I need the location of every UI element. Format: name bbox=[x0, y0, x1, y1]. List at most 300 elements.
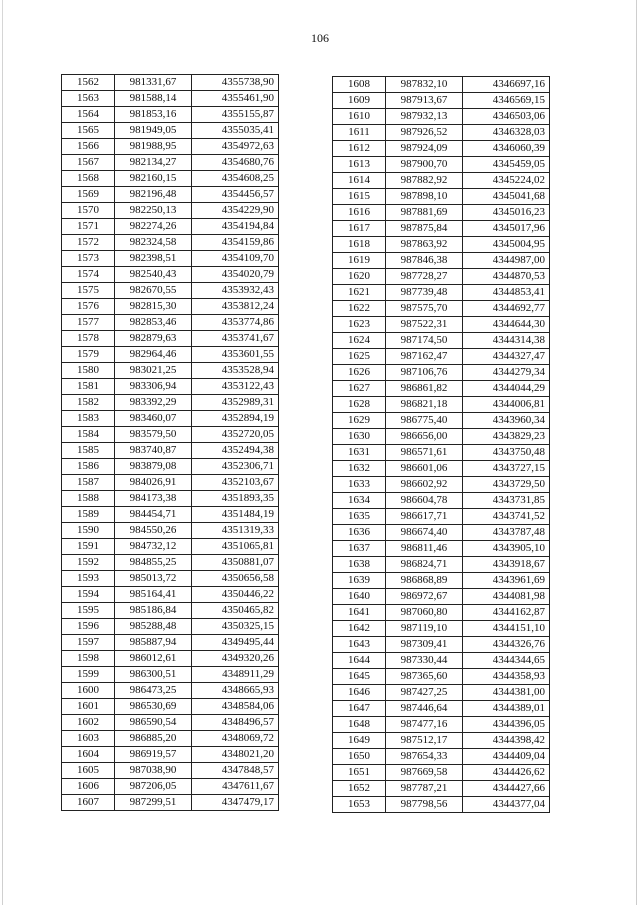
table-row bbox=[62, 267, 279, 283]
x-coordinate-cell: 987060,80 bbox=[386, 605, 463, 621]
table-row bbox=[333, 477, 550, 493]
x-coordinate-cell: 987119,10 bbox=[386, 621, 463, 637]
y-coordinate-cell: 4351319,33 bbox=[192, 523, 279, 539]
point-number-cell: 1574 bbox=[62, 267, 115, 283]
table-row bbox=[333, 269, 550, 285]
point-number-cell: 1599 bbox=[62, 667, 115, 683]
scan-edge-right bbox=[636, 0, 637, 905]
y-coordinate-cell: 4352720,05 bbox=[192, 427, 279, 443]
y-coordinate-cell: 4344377,04 bbox=[463, 797, 550, 813]
table-row bbox=[62, 539, 279, 555]
x-coordinate-cell: 987728,27 bbox=[386, 269, 463, 285]
point-number-cell: 1597 bbox=[62, 635, 115, 651]
table-row bbox=[333, 701, 550, 717]
x-coordinate-cell: 983392,29 bbox=[115, 395, 192, 411]
point-number-cell: 1629 bbox=[333, 413, 386, 429]
x-coordinate-cell: 982324,58 bbox=[115, 235, 192, 251]
x-coordinate-cell: 987365,60 bbox=[386, 669, 463, 685]
table-row bbox=[62, 315, 279, 331]
table-row bbox=[333, 605, 550, 621]
y-coordinate-cell: 4352989,31 bbox=[192, 395, 279, 411]
x-coordinate-cell: 984732,12 bbox=[115, 539, 192, 555]
table-row bbox=[62, 635, 279, 651]
x-coordinate-cell: 986590,54 bbox=[115, 715, 192, 731]
y-coordinate-cell: 4354608,25 bbox=[192, 171, 279, 187]
coordinates-table-right bbox=[332, 76, 550, 813]
point-number-cell: 1587 bbox=[62, 475, 115, 491]
x-coordinate-cell: 984026,91 bbox=[115, 475, 192, 491]
point-number-cell: 1624 bbox=[333, 333, 386, 349]
y-coordinate-cell: 4344692,77 bbox=[463, 301, 550, 317]
point-number-cell: 1598 bbox=[62, 651, 115, 667]
x-coordinate-cell: 987446,64 bbox=[386, 701, 463, 717]
x-coordinate-cell: 987913,67 bbox=[386, 93, 463, 109]
x-coordinate-cell: 982274,26 bbox=[115, 219, 192, 235]
x-coordinate-cell: 984454,71 bbox=[115, 507, 192, 523]
y-coordinate-cell: 4354972,63 bbox=[192, 139, 279, 155]
y-coordinate-cell: 4349320,26 bbox=[192, 651, 279, 667]
table-row bbox=[62, 795, 279, 811]
y-coordinate-cell: 4350656,58 bbox=[192, 571, 279, 587]
table-row bbox=[333, 301, 550, 317]
table-row bbox=[62, 715, 279, 731]
coordinates-table-left bbox=[61, 74, 279, 811]
point-number-cell: 1632 bbox=[333, 461, 386, 477]
point-number-cell: 1575 bbox=[62, 283, 115, 299]
y-coordinate-cell: 4354159,86 bbox=[192, 235, 279, 251]
point-number-cell: 1577 bbox=[62, 315, 115, 331]
table-row bbox=[333, 253, 550, 269]
table-row bbox=[62, 523, 279, 539]
y-coordinate-cell: 4344853,41 bbox=[463, 285, 550, 301]
x-coordinate-cell: 981949,05 bbox=[115, 123, 192, 139]
y-coordinate-cell: 4351065,81 bbox=[192, 539, 279, 555]
point-number-cell: 1612 bbox=[333, 141, 386, 157]
y-coordinate-cell: 4344327,47 bbox=[463, 349, 550, 365]
point-number-cell: 1570 bbox=[62, 203, 115, 219]
point-number-cell: 1565 bbox=[62, 123, 115, 139]
y-coordinate-cell: 4353932,43 bbox=[192, 283, 279, 299]
table-row bbox=[333, 413, 550, 429]
x-coordinate-cell: 986601,06 bbox=[386, 461, 463, 477]
x-coordinate-cell: 987881,69 bbox=[386, 205, 463, 221]
point-number-cell: 1640 bbox=[333, 589, 386, 605]
point-number-cell: 1591 bbox=[62, 539, 115, 555]
x-coordinate-cell: 987477,16 bbox=[386, 717, 463, 733]
x-coordinate-cell: 987427,25 bbox=[386, 685, 463, 701]
y-coordinate-cell: 4343741,52 bbox=[463, 509, 550, 525]
y-coordinate-cell: 4348911,29 bbox=[192, 667, 279, 683]
x-coordinate-cell: 985887,94 bbox=[115, 635, 192, 651]
table-row bbox=[333, 797, 550, 813]
point-number-cell: 1631 bbox=[333, 445, 386, 461]
y-coordinate-cell: 4344279,34 bbox=[463, 365, 550, 381]
point-number-cell: 1627 bbox=[333, 381, 386, 397]
point-number-cell: 1578 bbox=[62, 331, 115, 347]
table-row bbox=[333, 141, 550, 157]
point-number-cell: 1573 bbox=[62, 251, 115, 267]
x-coordinate-cell: 985013,72 bbox=[115, 571, 192, 587]
table-row bbox=[333, 669, 550, 685]
y-coordinate-cell: 4354194,84 bbox=[192, 219, 279, 235]
x-coordinate-cell: 986821,18 bbox=[386, 397, 463, 413]
point-number-cell: 1576 bbox=[62, 299, 115, 315]
y-coordinate-cell: 4354680,76 bbox=[192, 155, 279, 171]
y-coordinate-cell: 4355155,87 bbox=[192, 107, 279, 123]
x-coordinate-cell: 987522,31 bbox=[386, 317, 463, 333]
y-coordinate-cell: 4345224,02 bbox=[463, 173, 550, 189]
table-row bbox=[62, 251, 279, 267]
y-coordinate-cell: 4343729,50 bbox=[463, 477, 550, 493]
x-coordinate-cell: 986602,92 bbox=[386, 477, 463, 493]
y-coordinate-cell: 4344870,53 bbox=[463, 269, 550, 285]
table-row bbox=[62, 347, 279, 363]
x-coordinate-cell: 985288,48 bbox=[115, 619, 192, 635]
x-coordinate-cell: 986674,40 bbox=[386, 525, 463, 541]
x-coordinate-cell: 986300,51 bbox=[115, 667, 192, 683]
point-number-cell: 1638 bbox=[333, 557, 386, 573]
point-number-cell: 1619 bbox=[333, 253, 386, 269]
y-coordinate-cell: 4343960,34 bbox=[463, 413, 550, 429]
table-row bbox=[62, 731, 279, 747]
y-coordinate-cell: 4344006,81 bbox=[463, 397, 550, 413]
y-coordinate-cell: 4353741,67 bbox=[192, 331, 279, 347]
x-coordinate-cell: 987932,13 bbox=[386, 109, 463, 125]
y-coordinate-cell: 4344644,30 bbox=[463, 317, 550, 333]
table-row bbox=[62, 475, 279, 491]
x-coordinate-cell: 983740,87 bbox=[115, 443, 192, 459]
table-row bbox=[62, 747, 279, 763]
table-row bbox=[333, 717, 550, 733]
y-coordinate-cell: 4344409,04 bbox=[463, 749, 550, 765]
point-number-cell: 1625 bbox=[333, 349, 386, 365]
point-number-cell: 1648 bbox=[333, 717, 386, 733]
point-number-cell: 1636 bbox=[333, 525, 386, 541]
y-coordinate-cell: 4348584,06 bbox=[192, 699, 279, 715]
table-row bbox=[333, 653, 550, 669]
table-row bbox=[333, 157, 550, 173]
table-row bbox=[62, 763, 279, 779]
y-coordinate-cell: 4352494,38 bbox=[192, 443, 279, 459]
table-row bbox=[62, 443, 279, 459]
x-coordinate-cell: 986530,69 bbox=[115, 699, 192, 715]
x-coordinate-cell: 987038,90 bbox=[115, 763, 192, 779]
point-number-cell: 1622 bbox=[333, 301, 386, 317]
table-row bbox=[62, 379, 279, 395]
point-number-cell: 1613 bbox=[333, 157, 386, 173]
table-row bbox=[62, 75, 279, 91]
x-coordinate-cell: 987846,38 bbox=[386, 253, 463, 269]
point-number-cell: 1581 bbox=[62, 379, 115, 395]
table-row bbox=[62, 187, 279, 203]
point-number-cell: 1617 bbox=[333, 221, 386, 237]
point-number-cell: 1642 bbox=[333, 621, 386, 637]
x-coordinate-cell: 981331,67 bbox=[115, 75, 192, 91]
table-row bbox=[62, 171, 279, 187]
table-row bbox=[333, 397, 550, 413]
y-coordinate-cell: 4344151,10 bbox=[463, 621, 550, 637]
point-number-cell: 1646 bbox=[333, 685, 386, 701]
x-coordinate-cell: 987299,51 bbox=[115, 795, 192, 811]
x-coordinate-cell: 982879,63 bbox=[115, 331, 192, 347]
x-coordinate-cell: 987106,76 bbox=[386, 365, 463, 381]
table-row bbox=[62, 683, 279, 699]
point-number-cell: 1590 bbox=[62, 523, 115, 539]
x-coordinate-cell: 986604,78 bbox=[386, 493, 463, 509]
table-row bbox=[62, 651, 279, 667]
table-row bbox=[62, 331, 279, 347]
table-row bbox=[333, 237, 550, 253]
y-coordinate-cell: 4349495,44 bbox=[192, 635, 279, 651]
point-number-cell: 1651 bbox=[333, 765, 386, 781]
table-row bbox=[333, 749, 550, 765]
point-number-cell: 1594 bbox=[62, 587, 115, 603]
point-number-cell: 1623 bbox=[333, 317, 386, 333]
x-coordinate-cell: 987882,92 bbox=[386, 173, 463, 189]
point-number-cell: 1644 bbox=[333, 653, 386, 669]
point-number-cell: 1610 bbox=[333, 109, 386, 125]
point-number-cell: 1567 bbox=[62, 155, 115, 171]
point-number-cell: 1603 bbox=[62, 731, 115, 747]
y-coordinate-cell: 4344398,42 bbox=[463, 733, 550, 749]
point-number-cell: 1564 bbox=[62, 107, 115, 123]
x-coordinate-cell: 987575,70 bbox=[386, 301, 463, 317]
point-number-cell: 1568 bbox=[62, 171, 115, 187]
y-coordinate-cell: 4343918,67 bbox=[463, 557, 550, 573]
table-row bbox=[62, 395, 279, 411]
y-coordinate-cell: 4343829,23 bbox=[463, 429, 550, 445]
page-number: 106 bbox=[311, 31, 329, 45]
y-coordinate-cell: 4343905,10 bbox=[463, 541, 550, 557]
x-coordinate-cell: 986919,57 bbox=[115, 747, 192, 763]
y-coordinate-cell: 4350465,82 bbox=[192, 603, 279, 619]
table-row bbox=[333, 765, 550, 781]
point-number-cell: 1606 bbox=[62, 779, 115, 795]
x-coordinate-cell: 985186,84 bbox=[115, 603, 192, 619]
table-row bbox=[333, 509, 550, 525]
y-coordinate-cell: 4343787,48 bbox=[463, 525, 550, 541]
x-coordinate-cell: 987798,56 bbox=[386, 797, 463, 813]
table-row bbox=[62, 603, 279, 619]
y-coordinate-cell: 4352306,71 bbox=[192, 459, 279, 475]
point-number-cell: 1579 bbox=[62, 347, 115, 363]
table-row bbox=[333, 381, 550, 397]
x-coordinate-cell: 986617,71 bbox=[386, 509, 463, 525]
x-coordinate-cell: 986473,25 bbox=[115, 683, 192, 699]
x-coordinate-cell: 987669,58 bbox=[386, 765, 463, 781]
y-coordinate-cell: 4344162,87 bbox=[463, 605, 550, 621]
x-coordinate-cell: 982160,15 bbox=[115, 171, 192, 187]
table-row bbox=[62, 411, 279, 427]
y-coordinate-cell: 4352103,67 bbox=[192, 475, 279, 491]
point-number-cell: 1641 bbox=[333, 605, 386, 621]
point-number-cell: 1593 bbox=[62, 571, 115, 587]
x-coordinate-cell: 987787,21 bbox=[386, 781, 463, 797]
y-coordinate-cell: 4343750,48 bbox=[463, 445, 550, 461]
x-coordinate-cell: 982964,46 bbox=[115, 347, 192, 363]
table-row bbox=[333, 317, 550, 333]
y-coordinate-cell: 4354109,70 bbox=[192, 251, 279, 267]
y-coordinate-cell: 4345016,23 bbox=[463, 205, 550, 221]
y-coordinate-cell: 4355461,90 bbox=[192, 91, 279, 107]
x-coordinate-cell: 986775,40 bbox=[386, 413, 463, 429]
point-number-cell: 1653 bbox=[333, 797, 386, 813]
y-coordinate-cell: 4354020,79 bbox=[192, 267, 279, 283]
table-row bbox=[333, 173, 550, 189]
table-row bbox=[333, 189, 550, 205]
point-number-cell: 1604 bbox=[62, 747, 115, 763]
y-coordinate-cell: 4352894,19 bbox=[192, 411, 279, 427]
y-coordinate-cell: 4344427,66 bbox=[463, 781, 550, 797]
point-number-cell: 1572 bbox=[62, 235, 115, 251]
y-coordinate-cell: 4347479,17 bbox=[192, 795, 279, 811]
x-coordinate-cell: 983021,25 bbox=[115, 363, 192, 379]
table-row bbox=[333, 637, 550, 653]
point-number-cell: 1611 bbox=[333, 125, 386, 141]
table-row bbox=[62, 139, 279, 155]
point-number-cell: 1586 bbox=[62, 459, 115, 475]
y-coordinate-cell: 4348496,57 bbox=[192, 715, 279, 731]
x-coordinate-cell: 987309,41 bbox=[386, 637, 463, 653]
x-coordinate-cell: 986571,61 bbox=[386, 445, 463, 461]
point-number-cell: 1628 bbox=[333, 397, 386, 413]
table-row bbox=[62, 555, 279, 571]
x-coordinate-cell: 986861,82 bbox=[386, 381, 463, 397]
x-coordinate-cell: 984173,38 bbox=[115, 491, 192, 507]
x-coordinate-cell: 986868,89 bbox=[386, 573, 463, 589]
x-coordinate-cell: 982196,48 bbox=[115, 187, 192, 203]
y-coordinate-cell: 4353601,55 bbox=[192, 347, 279, 363]
table-row bbox=[62, 91, 279, 107]
table-row bbox=[62, 667, 279, 683]
y-coordinate-cell: 4344426,62 bbox=[463, 765, 550, 781]
table-row bbox=[333, 589, 550, 605]
table-row bbox=[333, 733, 550, 749]
y-coordinate-cell: 4353812,24 bbox=[192, 299, 279, 315]
y-coordinate-cell: 4348021,20 bbox=[192, 747, 279, 763]
x-coordinate-cell: 987512,17 bbox=[386, 733, 463, 749]
table-row bbox=[333, 221, 550, 237]
x-coordinate-cell: 983460,07 bbox=[115, 411, 192, 427]
table-row bbox=[62, 779, 279, 795]
table-row bbox=[333, 557, 550, 573]
y-coordinate-cell: 4345459,05 bbox=[463, 157, 550, 173]
table-row bbox=[62, 571, 279, 587]
y-coordinate-cell: 4353774,86 bbox=[192, 315, 279, 331]
point-number-cell: 1649 bbox=[333, 733, 386, 749]
x-coordinate-cell: 987330,44 bbox=[386, 653, 463, 669]
table-row bbox=[333, 573, 550, 589]
table-row bbox=[62, 619, 279, 635]
x-coordinate-cell: 983879,08 bbox=[115, 459, 192, 475]
x-coordinate-cell: 986885,20 bbox=[115, 731, 192, 747]
y-coordinate-cell: 4344381,00 bbox=[463, 685, 550, 701]
point-number-cell: 1601 bbox=[62, 699, 115, 715]
y-coordinate-cell: 4348665,93 bbox=[192, 683, 279, 699]
x-coordinate-cell: 982398,51 bbox=[115, 251, 192, 267]
table-row bbox=[62, 123, 279, 139]
point-number-cell: 1650 bbox=[333, 749, 386, 765]
x-coordinate-cell: 982670,55 bbox=[115, 283, 192, 299]
table-row bbox=[62, 491, 279, 507]
table-row bbox=[333, 365, 550, 381]
point-number-cell: 1566 bbox=[62, 139, 115, 155]
y-coordinate-cell: 4347611,67 bbox=[192, 779, 279, 795]
point-number-cell: 1643 bbox=[333, 637, 386, 653]
point-number-cell: 1582 bbox=[62, 395, 115, 411]
y-coordinate-cell: 4345017,96 bbox=[463, 221, 550, 237]
point-number-cell: 1589 bbox=[62, 507, 115, 523]
x-coordinate-cell: 982853,46 bbox=[115, 315, 192, 331]
point-number-cell: 1614 bbox=[333, 173, 386, 189]
y-coordinate-cell: 4344389,01 bbox=[463, 701, 550, 717]
y-coordinate-cell: 4346697,16 bbox=[463, 77, 550, 93]
point-number-cell: 1637 bbox=[333, 541, 386, 557]
y-coordinate-cell: 4344044,29 bbox=[463, 381, 550, 397]
y-coordinate-cell: 4346503,06 bbox=[463, 109, 550, 125]
point-number-cell: 1615 bbox=[333, 189, 386, 205]
point-number-cell: 1563 bbox=[62, 91, 115, 107]
point-number-cell: 1634 bbox=[333, 493, 386, 509]
table-row bbox=[62, 219, 279, 235]
point-number-cell: 1645 bbox=[333, 669, 386, 685]
table-row bbox=[333, 429, 550, 445]
y-coordinate-cell: 4347848,57 bbox=[192, 763, 279, 779]
y-coordinate-cell: 4354456,57 bbox=[192, 187, 279, 203]
point-number-cell: 1639 bbox=[333, 573, 386, 589]
table-row bbox=[62, 283, 279, 299]
y-coordinate-cell: 4346569,15 bbox=[463, 93, 550, 109]
y-coordinate-cell: 4348069,72 bbox=[192, 731, 279, 747]
y-coordinate-cell: 4344326,76 bbox=[463, 637, 550, 653]
x-coordinate-cell: 987900,70 bbox=[386, 157, 463, 173]
y-coordinate-cell: 4354229,90 bbox=[192, 203, 279, 219]
point-number-cell: 1647 bbox=[333, 701, 386, 717]
point-number-cell: 1609 bbox=[333, 93, 386, 109]
x-coordinate-cell: 987162,47 bbox=[386, 349, 463, 365]
y-coordinate-cell: 4343731,85 bbox=[463, 493, 550, 509]
table-row bbox=[333, 525, 550, 541]
x-coordinate-cell: 981988,95 bbox=[115, 139, 192, 155]
y-coordinate-cell: 4345041,68 bbox=[463, 189, 550, 205]
x-coordinate-cell: 982815,30 bbox=[115, 299, 192, 315]
point-number-cell: 1621 bbox=[333, 285, 386, 301]
point-number-cell: 1562 bbox=[62, 75, 115, 91]
x-coordinate-cell: 986656,00 bbox=[386, 429, 463, 445]
x-coordinate-cell: 987898,10 bbox=[386, 189, 463, 205]
x-coordinate-cell: 981588,14 bbox=[115, 91, 192, 107]
x-coordinate-cell: 986972,67 bbox=[386, 589, 463, 605]
y-coordinate-cell: 4350446,22 bbox=[192, 587, 279, 603]
x-coordinate-cell: 987206,05 bbox=[115, 779, 192, 795]
y-coordinate-cell: 4344987,00 bbox=[463, 253, 550, 269]
x-coordinate-cell: 982540,43 bbox=[115, 267, 192, 283]
point-number-cell: 1584 bbox=[62, 427, 115, 443]
table-row bbox=[62, 507, 279, 523]
table-row bbox=[333, 541, 550, 557]
table-row bbox=[333, 781, 550, 797]
y-coordinate-cell: 4351484,19 bbox=[192, 507, 279, 523]
point-number-cell: 1571 bbox=[62, 219, 115, 235]
table-row bbox=[62, 427, 279, 443]
table-row bbox=[333, 109, 550, 125]
table-row bbox=[333, 461, 550, 477]
table-row bbox=[333, 285, 550, 301]
point-number-cell: 1569 bbox=[62, 187, 115, 203]
table-row bbox=[62, 299, 279, 315]
y-coordinate-cell: 4345004,95 bbox=[463, 237, 550, 253]
x-coordinate-cell: 983579,50 bbox=[115, 427, 192, 443]
